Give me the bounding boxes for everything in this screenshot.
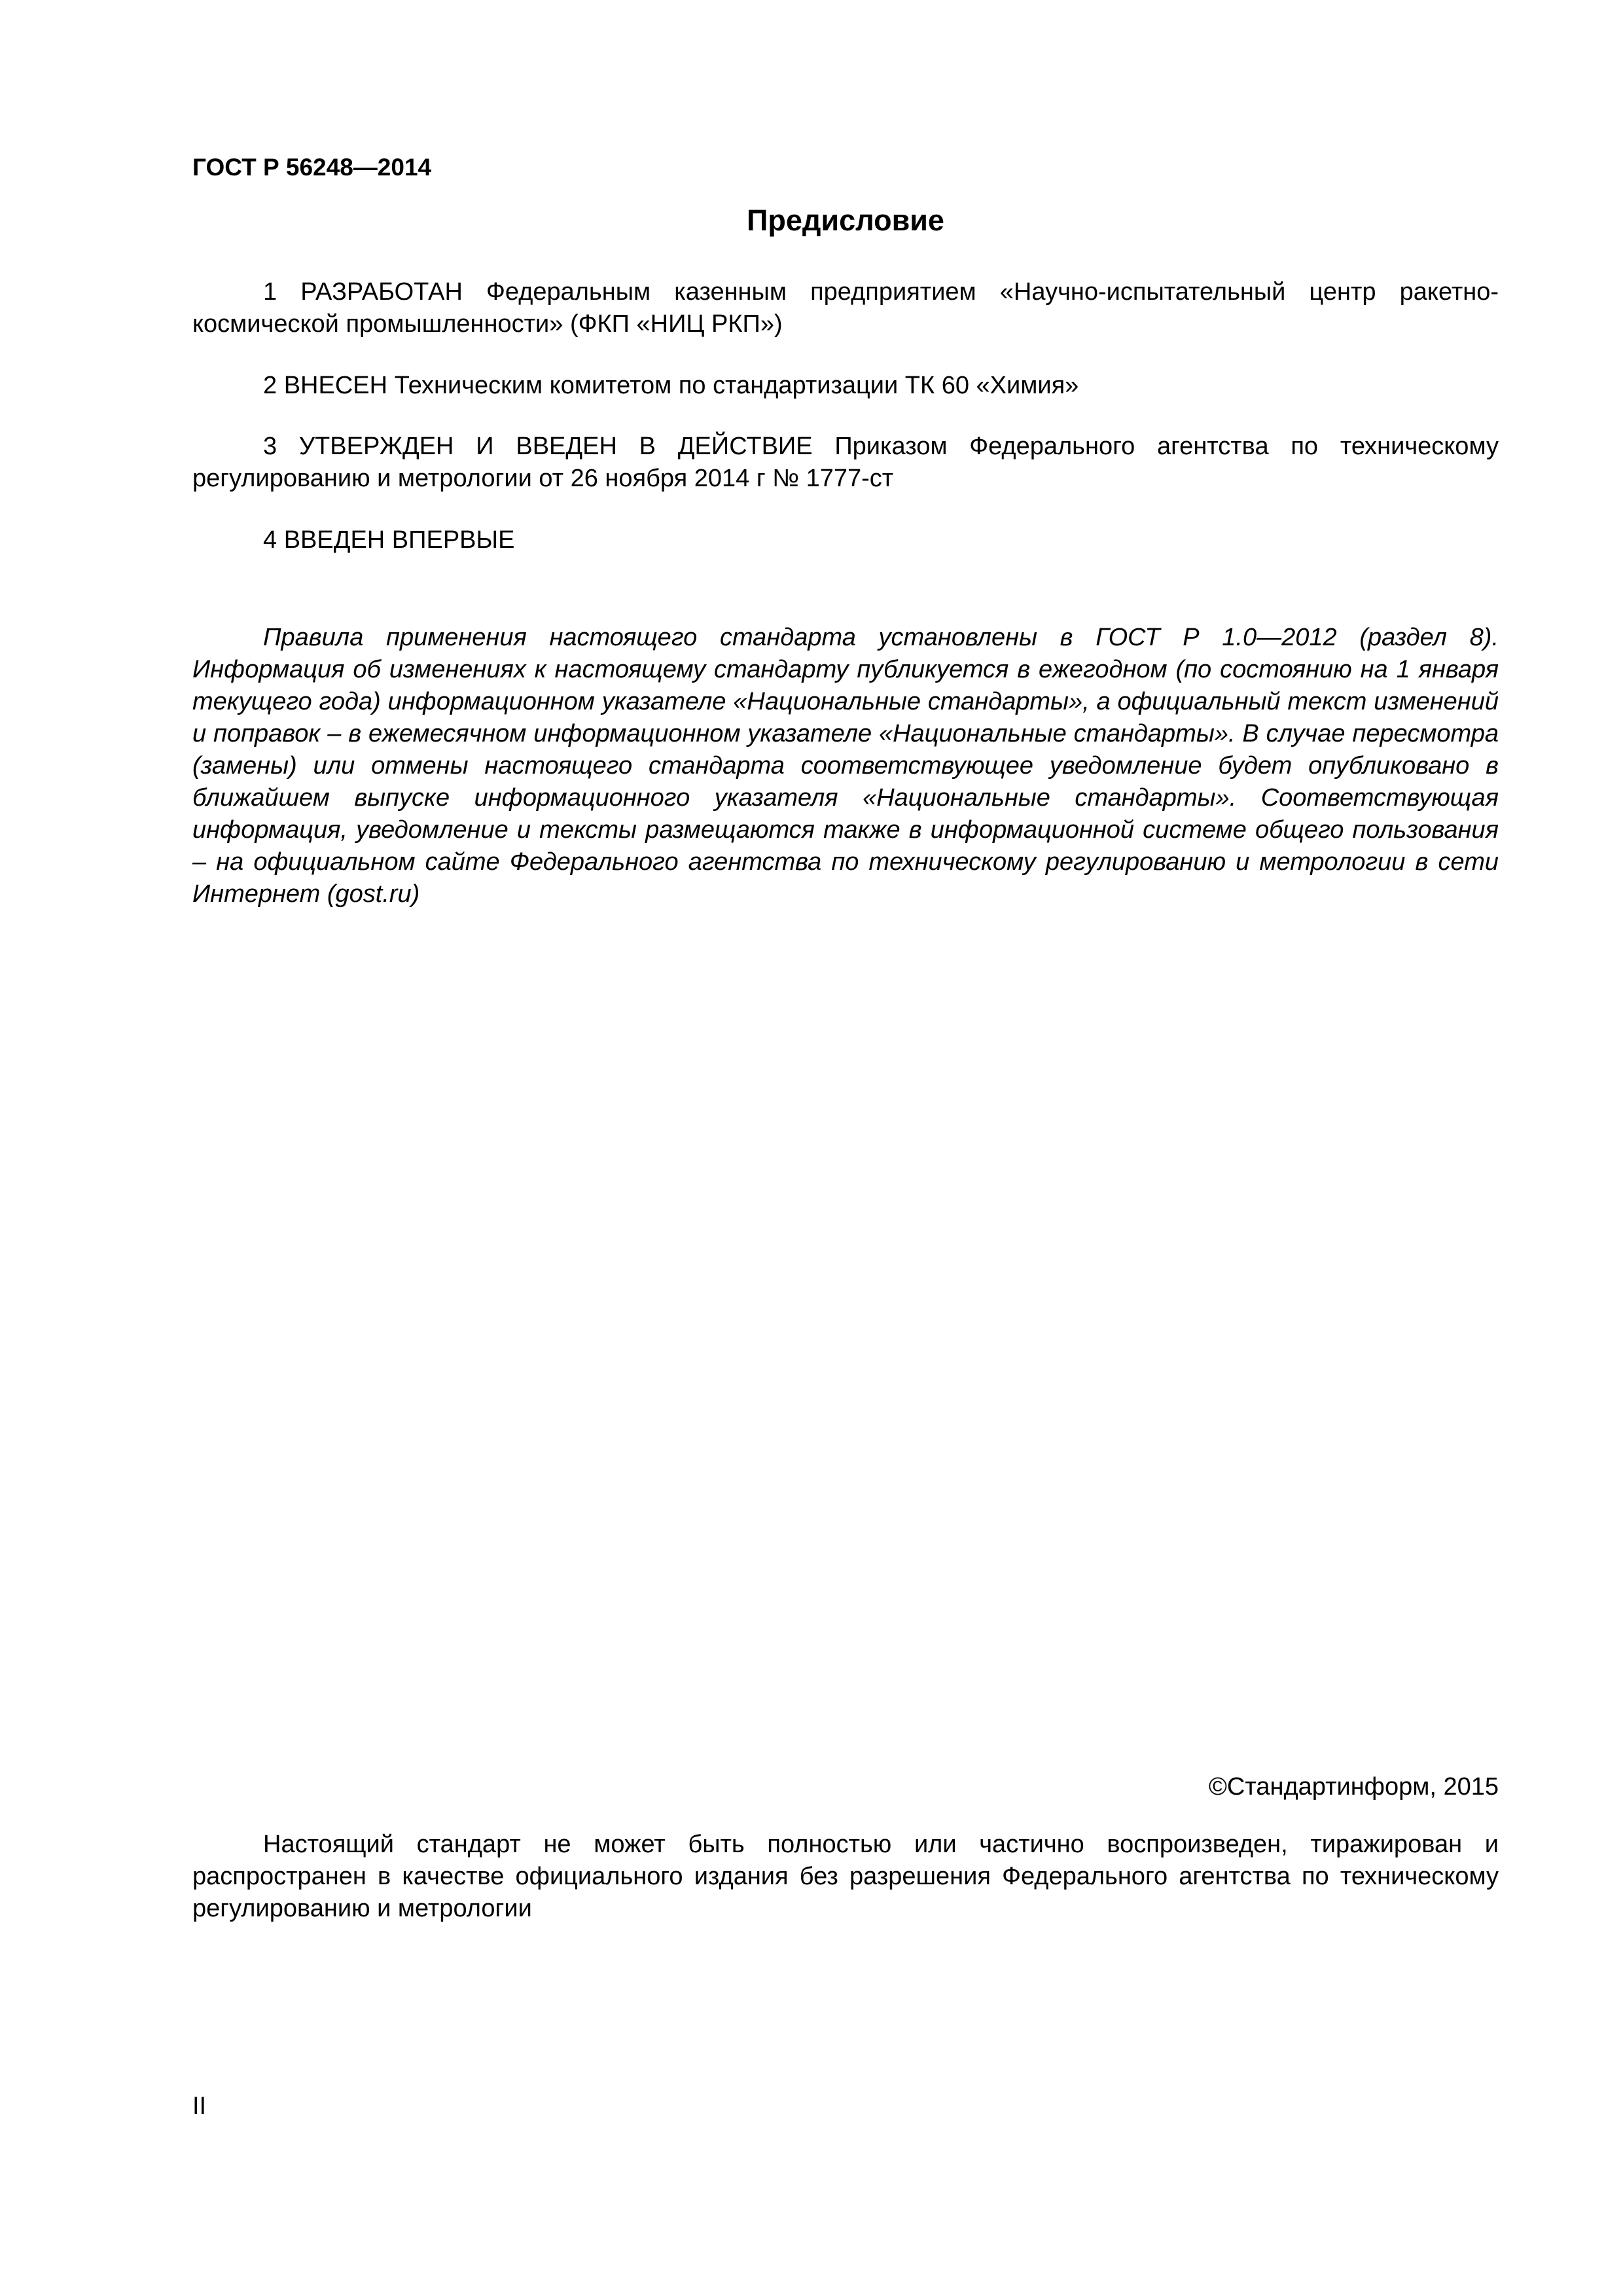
page-number: II xyxy=(192,2092,207,2120)
preface-item-1: 1 РАЗРАБОТАН Федеральным казенным предприятием «Научно-испытательный центр ракетно-космической промышленности» (ФКП «НИЦ РКП») xyxy=(192,278,1499,338)
reproduction-notice: Настоящий стандарт не может быть полностью или частично воспроизведен, тиражирован и распространен в качестве официального издания без разрешения Федерального агентства по техническому регулированию и метрологии xyxy=(192,1831,1499,1922)
page-title: Предисловие xyxy=(747,204,944,237)
preface-item-4: 4 ВВЕДЕН ВПЕРВЫЕ xyxy=(263,526,515,554)
preface-item-3: 3 УТВЕРЖДЕН И ВВЕДЕН В ДЕЙСТВИЕ Приказом Федерального агентства по техническому регулированию и метрологии от 26 ноября 2014 г № 1777-ст xyxy=(192,433,1499,492)
preface-item-2: 2 ВНЕСЕН Техническим комитетом по стандартизации ТК 60 «Химия» xyxy=(263,372,1079,399)
copyright-line: ©Стандартинформ, 2015 xyxy=(1208,1773,1499,1801)
application-rules-notice: Правила применения настоящего стандарта установлены в ГОСТ Р 1.0—2012 (раздел 8). Информация об изменениях к настоящему стандарту публикуется в ежегодном (по состоянию на 1 января текущего года) информационном указателе «Национальные стандарты», а официальный текст изменений и поправок – в ежемесячном информационном указателе «Национальные стандарты». В случае пересмотра (замены) или отмены настоящего стандарта соответствующее уведомление будет опубликовано в ближайшем выпуске информационного указателя «Национальные стандарты». Соответствующая информация, уведомление и тексты размещаются также в информационной системе общего пользования – на официальном сайте Федерального агентства по техническому регулированию и метрологии в сети Интернет (gost.ru) xyxy=(192,624,1499,908)
document-code: ГОСТ Р 56248—2014 xyxy=(192,154,432,181)
